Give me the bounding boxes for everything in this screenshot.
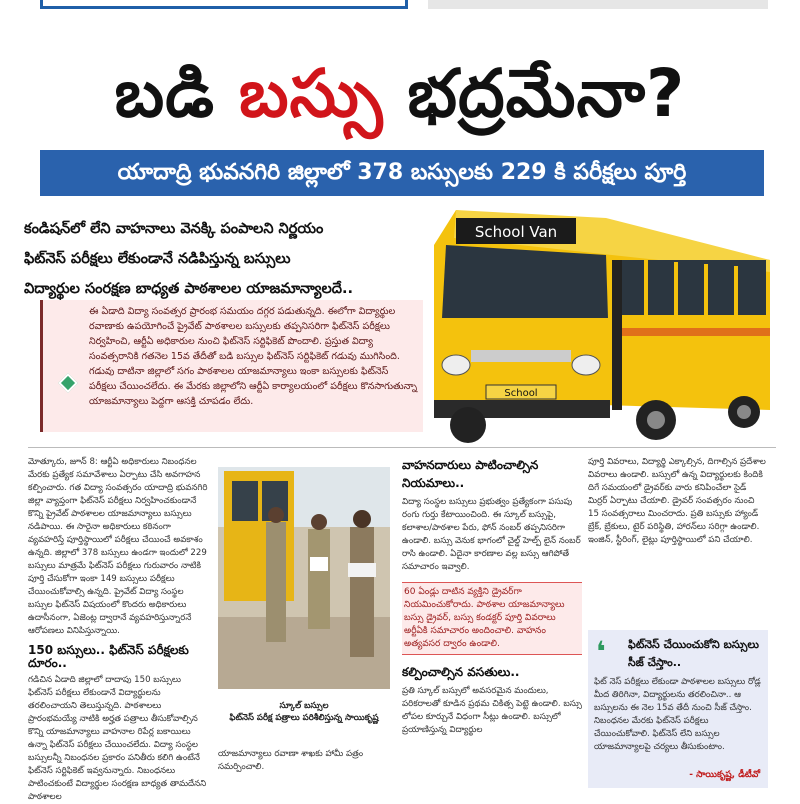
column-4 [588,456,766,626]
col3-body-1: విద్యా సంస్థల బస్సులు ప్రభుత్వం ప్రత్యేకంగా పసుపు రంగు గుర్తు కేటాయించింది. ఈ స్కూల్ బస్సుపై, కలాశాల/పాఠశాల పేరు, ఫోన్ నంబర్ తప్పనిసరిగా ఉండాలి. బస్సు వెనుక భాగంలో చైల్డ్ హెల్ప్ లైన్ నంబర్ రాసి ఉండాలి. ఏదైనా కారణాల వల్ల బస్సు ఆగిపోతే సమాచారం ఇవ్వాలి. [402,497,581,572]
col3-body-2: ప్రతి స్కూల్ బస్సులో అవసరమైన మందులు, పరికరాలతో కూడిన ప్రథమ చికిత్స పెట్టె ఉండాలి. బస్సు లోపల కూర్చునే విధంగా సీట్లు ఉండాలి. బస్సులో ప్రయాణిస్తున్న విద్యార్థుల [402,686,582,735]
headline-part2: బస్సు [238,55,384,132]
col3-quote-box: 60 ఏండ్లు దాటిన వ్యక్తిని డ్రైవర్‌గా నియమించుకోరాదు. పాఠశాల యాజమాన్యాలు బస్సు డ్రైవర్, బస్సు కండక్టర్ పూర్తి వివరాలు అర్టీఏకి సమాచారం అందించాలి. వాహనం అత్యవసర ద్వారం ఉండాలి. [402,582,582,655]
headline [0,44,800,144]
intro-box [40,300,423,432]
school-bus-image [426,200,776,450]
col4-body: పూర్తి వివరాలు, విద్యార్థి ఎక్కాల్సిన, దిగాల్సిన ప్రదేశాల వివరాలు ఉండాలి. బస్సులో ఉన్న విద్యార్థులకు కిందికి దిగే సమయంలో డ్రైవర్‌కు వారు కనిపించేలా సైడ్ మిర్రర్ ఏర్పాటు చేయాలి. డ్రైవర్ సంవత్సరం నుంచి 15 సంవత్సరాలు మించరాదు. ప్రతి బస్సుకు హ్యాండ్ బ్రేక్, బ్రేకులు, టైర్ పరిస్థితి, హారన్‌లు సరిగ్గా ఉండాలి. ఇంజిన్, స్టీరింగ్, లైట్లు పూర్తిస్థాయిలో పని చేయాలి. [588,457,766,545]
bus-sign-text: School Van [474,223,558,241]
photo-caption [218,700,390,724]
section-divider [28,447,776,448]
col3-subheading-2: కల్పించాల్సిన వసతులు.. [402,665,520,679]
intro-text: ఈ ఏడాది విద్యా సంవత్సర ప్రారంభ సమయం దగ్గర పడుతున్నది. ఈలోగా విద్యార్థుల రవాణాకు ఉపయోగించే ప్రైవేట్ పాఠశాలల బస్సులకు తప్పనిసరిగా ఫిట్‌నెస్ పరీక్షలు నిర్వహించి, ఆర్టీఏ అధికారుల నుంచి ఫిట్‌నెస్ సర్టిఫికెట్ పొందాలి. ప్రస్తుత విద్యా సంవత్సరానికి గతనెల 15వ తేదీతో బడి బస్సుల ఫిట్‌నెస్ సర్టిఫికెట్ గడువు ముగిసింది. గడువు దాటినా జిల్లాలో సగం పాఠశాలల యాజమాన్యాలు ఇంకా బస్సులకు ఫిట్‌నెస్ పరీక్షలు చేయించలేదు. ఈ మేరకు జిల్లాలోని ఆర్టీఏ కార్యాలయంలో పరీక్షలు కొనసాగుతున్నా యాజమాన్యాలు పెద్దగా ఆసక్తి చూపడం లేదు. [89,306,418,407]
masthead-border [40,0,408,9]
bus-side-label: School [504,388,538,399]
photo-caption-line-1: స్కూల్ బస్సుల [279,701,329,711]
masthead-grey-band [428,0,768,9]
official-signature: - సాయికృష్ణ, డీటీవో [689,770,760,780]
col1-body-2: గడిచిన ఏడాది జిల్లాలో దాదాపు 150 బస్సులు ఫిట్‌నెస్ పరీక్షలు లేకుండానే విద్యార్థులను తరలించాయని తెలుస్తున్నది. పాఠశాలలు ప్రారంభమయ్యే నాటికి అర్హత పత్రాలు తీసుకోవాల్సిన కొన్ని యాజమాన్యాలు వాహనాల రిపేర్ల బకాయిలు ఉన్నా ఫిట్‌నెస్ పరీక్షలు చేయించలేదు. విద్యా సంస్థల బస్సులన్నీ నిబంధనల ప్రకారం పనితీరు కలిగి ఉంటేనే ఫిట్‌నెస్ సర్టిఫికెట్ ఇవ్వనున్నారు. నిబంధనలు పాటించకుంటే విద్యార్థుల సంరక్షణ బాధ్యత తామదేనని పాఠశాలల [28,675,207,802]
official-quote-body: ఫిట్ నెస్ పరీక్షలు లేకుండా పాఠశాలల బస్సులు రోడ్ల మీద తిరిగినా, విద్యార్థులను తరలించినా.. ఆ బస్సులను ఈ నెల 15వ తేదీ నుంచి సీజ్ చేస్తాం. నిబంధనల మేరకు ఫిట్‌నెస్ పరీక్షలు చేయించుకోవాలి. ఫిట్‌నెస్ లేని బస్సుల యాజమాన్యాలపై చర్యలు తీసుకుంటాం. [594,677,761,752]
deck-line-1: కండిషన్‌లో లేని వాహనాలు వెనక్కి పంపాలని నిర్ణయం [24,221,324,237]
deck [24,214,424,304]
column-1 [28,456,208,802]
deck-line-3: విద్యార్థుల సంరక్షణ బాధ్యత పాఠశాలల యాజమాన్యాలదే.. [24,281,353,297]
col2-note: యాజమాన్యాలు రవాణా శాఖకు హామీ పత్రం సమర్పించాలి. [218,749,364,772]
col1-subheading: 150 బస్సులు.. ఫిట్‌నెస్ పరీక్షలకు దూరం.. [28,643,189,670]
deck-line-2: ఫిట్‌నెస్ పరీక్షలు లేకుండానే నడిపిస్తున్న బస్సులు [24,251,291,267]
quote-mark-icon: ❛ [596,635,606,668]
col3-subheading-1: వాహనదారులు పాటించాల్సిన నియమాలు.. [402,458,539,490]
top-strip [0,0,800,14]
col1-body-1: మోత్కూరు, జూన్ 8: ఆర్టీఏ అధికారులు నిబంధనల మేరకు ప్రత్యేక సమావేశాలు ఏర్పాటు చేసి అవగాహన కల్పించారు. గత విద్యా సంవత్సరం యాదాద్రి భువనగిరి జిల్లా వ్యాప్తంగా ఫిట్‌నెస్ పరీక్షలు నిర్వహించకుండానే కొన్ని ప్రైవేట్ పాఠశాలల యాజమాన్యాలు బస్సులు నడిపాయి. ఈ సారైనా అధికారులు కఠినంగా వ్యవహరిస్తే పూర్తిస్థాయిలో పరీక్షలు చేయించే అవకాశం ఉన్నది. జిల్లాలో 378 బస్సులు ఉండగా ఇందులో 229 బస్సులు మాత్రమే ఫిట్‌నెస్ పరీక్షలు గురువారం నాటికి పూర్తి చేసుకోగా ఇంకా 149 బస్సులు పరీక్షలు చేయించుకోవాల్సి ఉన్నది. ప్రైవేట్ విద్యా సంస్థల బస్సుల ఫిట్‌నెస్ విషయంలో కొందరు అధికారులు ఉదాసీనంగా, ఏజెంట్ల ద్వారానే వ్యవహరిస్తున్నారనే ఆరోపణలు వినిపిస్తున్నాయి. [28,457,208,636]
subheadline-bar: యాదాద్రి భువనగిరి జిల్లాలో 378 బస్సులకు 229 కి పరీక్షలు పూర్తి [40,150,764,196]
photo-caption-line-2: ఫిట్‌నెస్ పరీక్ష పత్రాలు పరిశీలిస్తున్న సాయికృష్ణ [229,713,379,723]
official-quote-box [588,630,768,788]
headline-part1: బడి [114,55,215,132]
inspection-photo [218,467,390,689]
column-3 [402,456,582,786]
official-quote-title: ఫిట్‌నెస్ చేయించుకోని బస్సులు సీజ్ చేస్తాం.. [628,638,759,669]
headline-part3: భద్రమేనా? [407,55,686,132]
